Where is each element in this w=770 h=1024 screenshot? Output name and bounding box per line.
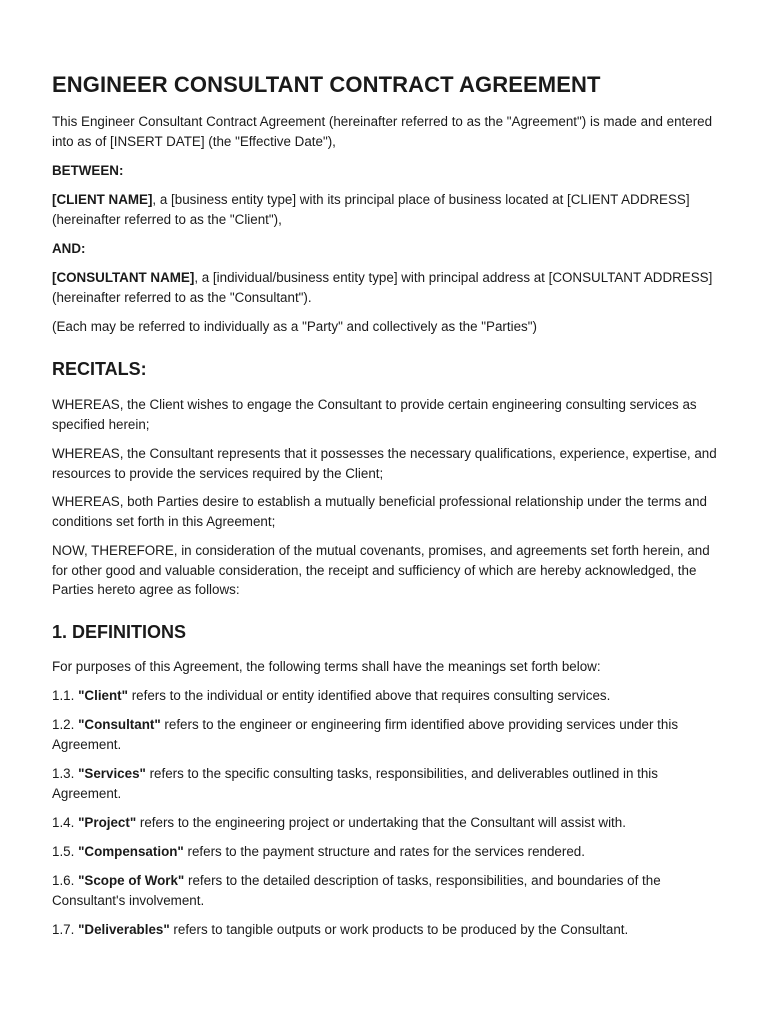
- definition-number: 1.1.: [52, 688, 75, 703]
- definition-term: "Consultant": [78, 717, 161, 732]
- definition-text: refers to the engineering project or undertaking that the Consultant will assist with.: [136, 815, 626, 830]
- definitions-intro: For purposes of this Agreement, the following terms shall have the meanings set forth below:: [52, 659, 601, 674]
- client-name: [CLIENT NAME]: [52, 192, 153, 207]
- intro-paragraph: This Engineer Consultant Contract Agreement (hereinafter referred to as the "Agreement") is made and entered into as of [INSERT DATE] (the "Effective Date"),: [52, 114, 713, 149]
- client-description: , a [business entity type] with its principal place of business located at [CLIENT ADDRESS] (hereinafter referred to as the "Client"),: [52, 192, 690, 227]
- definitions-heading: 1. DEFINITIONS: [52, 622, 187, 642]
- and-label: [52, 239, 722, 259]
- definition-text: refers to the engineer or engineering firm identified above providing services under this Agreement.: [52, 717, 679, 752]
- definition-item: [52, 813, 722, 833]
- client-paragraph: [52, 190, 722, 229]
- definition-number: 1.2.: [52, 717, 75, 732]
- definition-item: [52, 686, 722, 706]
- between-label: [52, 161, 722, 181]
- recital-now-therefore: NOW, THEREFORE, in consideration of the mutual covenants, promises, and agreements set forth herein, and for other good and valuable consideration, the receipt and sufficiency of which are hereby acknowledged, the Parties hereto agree as follows:: [52, 543, 710, 597]
- definition-term: "Deliverables": [78, 922, 170, 937]
- recital-item: WHEREAS, the Consultant represents that it possesses the necessary qualifications, experience, expertise, and resources to provide the services required by the Client;: [52, 446, 717, 481]
- recital-item: WHEREAS, both Parties desire to establish a mutually beneficial professional relationship under the terms and conditions set forth in this Agreement;: [52, 494, 707, 529]
- document-title: ENGINEER CONSULTANT CONTRACT AGREEMENT: [52, 72, 601, 97]
- definition-term: "Services": [78, 766, 146, 781]
- between-text: BETWEEN:: [52, 163, 124, 178]
- definition-item: [52, 715, 722, 754]
- definition-text: refers to the detailed description of tasks, responsibilities, and boundaries of the Consultant's involvement.: [52, 873, 661, 908]
- definition-term: "Compensation": [78, 844, 184, 859]
- consultant-paragraph: [52, 268, 722, 307]
- definition-number: 1.6.: [52, 873, 75, 888]
- parties-note: (Each may be referred to individually as a "Party" and collectively as the "Parties"): [52, 319, 537, 334]
- definition-term: "Scope of Work": [78, 873, 185, 888]
- definition-item: [52, 764, 722, 803]
- recitals-heading: RECITALS:: [52, 359, 147, 379]
- definition-item: [52, 920, 722, 940]
- definition-number: 1.7.: [52, 922, 75, 937]
- definition-text: refers to the payment structure and rates for the services rendered.: [183, 844, 585, 859]
- consultant-name: [CONSULTANT NAME]: [52, 270, 195, 285]
- definition-text: refers to the individual or entity identified above that requires consulting services.: [127, 688, 611, 703]
- definition-term: "Project": [78, 815, 137, 830]
- definition-item: [52, 842, 722, 862]
- definition-item: [52, 871, 722, 910]
- definition-term: "Client": [78, 688, 128, 703]
- definition-number: 1.3.: [52, 766, 75, 781]
- recital-item: WHEREAS, the Client wishes to engage the Consultant to provide certain engineering consulting services as specified herein;: [52, 397, 697, 432]
- definition-number: 1.5.: [52, 844, 75, 859]
- definition-text: refers to the specific consulting tasks, responsibilities, and deliverables outlined in this Agreement.: [52, 766, 658, 801]
- consultant-description: , a [individual/business entity type] with principal address at [CONSULTANT ADDRESS] (hereinafter referred to as the "Consultant").: [52, 270, 713, 305]
- definition-number: 1.4.: [52, 815, 75, 830]
- and-text: AND:: [52, 241, 86, 256]
- definition-text: refers to tangible outputs or work products to be produced by the Consultant.: [169, 922, 629, 937]
